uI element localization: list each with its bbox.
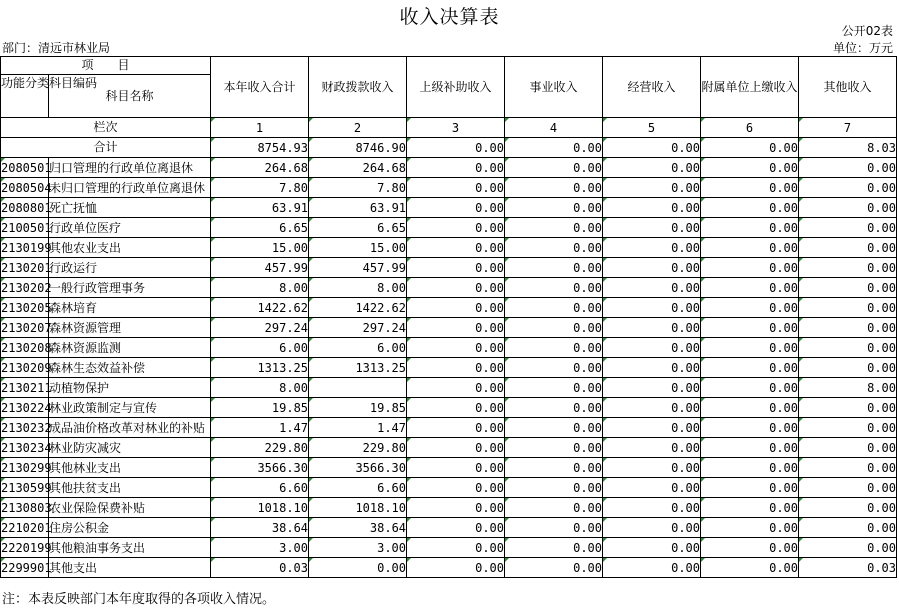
value-cell: 0.00 <box>505 298 603 318</box>
row-index-header: 栏次 <box>1 118 211 138</box>
value-cell: 0.00 <box>407 278 505 298</box>
value-cell: 0.00 <box>505 338 603 358</box>
value-cell: 0.00 <box>701 398 799 418</box>
value-cell: 0.00 <box>799 438 897 458</box>
function-code-cell: 2080801 <box>1 198 49 218</box>
value-cell: 0.00 <box>603 378 701 398</box>
function-code-cell: 2130202 <box>1 278 49 298</box>
table-row <box>1 258 897 278</box>
value-cell: 0.00 <box>799 178 897 198</box>
value-cell: 0.00 <box>701 278 799 298</box>
subject-name-cell: 成品油价格改革对林业的补贴 <box>49 418 211 438</box>
table-body <box>1 138 897 578</box>
value-cell: 0.00 <box>701 558 799 578</box>
col-number: 1 <box>211 118 309 138</box>
value-cell: 0.00 <box>799 538 897 558</box>
value-cell: 0.00 <box>799 398 897 418</box>
table-row <box>1 318 897 338</box>
value-cell: 0.00 <box>799 458 897 478</box>
col-number: 7 <box>799 118 897 138</box>
value-cell: 3.00 <box>309 538 407 558</box>
value-cell: 0.03 <box>211 558 309 578</box>
value-cell: 0.00 <box>505 358 603 378</box>
value-cell: 0.00 <box>505 418 603 438</box>
function-code-cell: 2130234 <box>1 438 49 458</box>
value-cell: 1.47 <box>211 418 309 438</box>
value-cell: 1313.25 <box>211 358 309 378</box>
table-row <box>1 358 897 378</box>
subject-name-cell: 森林培育 <box>49 298 211 318</box>
value-cell: 0.00 <box>603 358 701 378</box>
value-cell: 15.00 <box>211 238 309 258</box>
function-code-cell: 2130211 <box>1 378 49 398</box>
value-cell: 0.00 <box>505 558 603 578</box>
value-cell: 229.80 <box>309 438 407 458</box>
value-cell: 0.00 <box>505 398 603 418</box>
value-cell: 0.00 <box>505 318 603 338</box>
value-cell: 0.00 <box>603 158 701 178</box>
col-header: 财政拨款收入 <box>309 57 407 118</box>
value-cell: 0.00 <box>603 258 701 278</box>
value-cell: 0.00 <box>799 498 897 518</box>
value-cell: 0.00 <box>603 338 701 358</box>
subject-name-cell: 行政单位医疗 <box>49 218 211 238</box>
value-cell: 0.00 <box>701 438 799 458</box>
subject-name-cell: 森林资源监测 <box>49 338 211 358</box>
value-cell: 297.24 <box>309 318 407 338</box>
table-row <box>1 338 897 358</box>
value-cell: 0.00 <box>505 458 603 478</box>
value-cell: 63.91 <box>309 198 407 218</box>
value-cell: 0.00 <box>603 318 701 338</box>
value-cell: 0.00 <box>407 358 505 378</box>
value-cell: 19.85 <box>309 398 407 418</box>
subject-name-cell: 森林资源管理 <box>49 318 211 338</box>
value-cell: 8.00 <box>211 378 309 398</box>
subject-name-cell: 其他粮油事务支出 <box>49 538 211 558</box>
value-cell: 0.00 <box>799 418 897 438</box>
col-header: 本年收入合计 <box>211 57 309 118</box>
value-cell: 0.00 <box>603 178 701 198</box>
total-cell: 0.00 <box>701 138 799 158</box>
col-number: 6 <box>701 118 799 138</box>
value-cell: 6.00 <box>309 338 407 358</box>
func-code-header <box>1 75 98 118</box>
col-number: 5 <box>603 118 701 138</box>
col-header: 其他收入 <box>799 57 897 118</box>
value-cell: 264.68 <box>309 158 407 178</box>
value-cell: 1018.10 <box>309 498 407 518</box>
value-cell: 0.00 <box>505 198 603 218</box>
report-title: 收入决算表 <box>399 6 500 28</box>
value-cell: 0.00 <box>407 418 505 438</box>
total-cell: 0.00 <box>407 138 505 158</box>
value-cell: 0.00 <box>701 158 799 178</box>
value-cell: 0.00 <box>603 538 701 558</box>
table-row <box>1 538 897 558</box>
subject-name-cell: 动植物保护 <box>49 378 211 398</box>
value-cell: 0.00 <box>799 318 897 338</box>
value-cell: 0.00 <box>603 458 701 478</box>
value-cell: 38.64 <box>309 518 407 538</box>
value-cell: 0.00 <box>701 238 799 258</box>
value-cell: 0.00 <box>407 298 505 318</box>
value-cell: 6.00 <box>211 338 309 358</box>
value-cell: 0.00 <box>701 378 799 398</box>
value-cell: 0.00 <box>799 518 897 538</box>
value-cell: 0.00 <box>799 198 897 218</box>
value-cell: 1018.10 <box>211 498 309 518</box>
value-cell <box>309 378 407 398</box>
value-cell: 0.00 <box>407 158 505 178</box>
table-row <box>1 418 897 438</box>
value-cell: 15.00 <box>309 238 407 258</box>
value-cell: 0.00 <box>603 418 701 438</box>
function-code-cell: 2299901 <box>1 558 49 578</box>
value-cell: 0.00 <box>407 438 505 458</box>
footnote: 注：本表反映部门本年度取得的各项收入情况。 <box>2 592 276 607</box>
value-cell: 0.00 <box>505 258 603 278</box>
value-cell: 0.00 <box>505 218 603 238</box>
value-cell: 1422.62 <box>309 298 407 318</box>
value-cell: 6.60 <box>309 478 407 498</box>
value-cell: 0.00 <box>505 538 603 558</box>
function-code-cell: 2130803 <box>1 498 49 518</box>
value-cell: 0.00 <box>701 218 799 238</box>
subject-name-cell: 一般行政管理事务 <box>49 278 211 298</box>
value-cell: 0.00 <box>799 278 897 298</box>
col-number: 2 <box>309 118 407 138</box>
table-row <box>1 518 897 538</box>
value-cell: 0.00 <box>505 378 603 398</box>
value-cell: 19.85 <box>211 398 309 418</box>
value-cell: 0.00 <box>407 218 505 238</box>
unit-label: 单位：万元 <box>832 41 893 55</box>
value-cell: 3566.30 <box>211 458 309 478</box>
col-number: 4 <box>505 118 603 138</box>
value-cell: 6.60 <box>211 478 309 498</box>
value-cell: 0.00 <box>505 518 603 538</box>
value-cell: 0.00 <box>407 478 505 498</box>
value-cell: 0.00 <box>603 478 701 498</box>
value-cell: 0.03 <box>799 558 897 578</box>
value-cell: 1313.25 <box>309 358 407 378</box>
table-row <box>1 558 897 578</box>
value-cell: 0.00 <box>701 458 799 478</box>
function-code-cell: 2130209 <box>1 358 49 378</box>
value-cell: 0.00 <box>701 338 799 358</box>
value-cell: 457.99 <box>211 258 309 278</box>
col-header: 上级补助收入 <box>407 57 505 118</box>
value-cell: 0.00 <box>701 518 799 538</box>
value-cell: 0.00 <box>407 538 505 558</box>
function-code-cell: 2130207 <box>1 318 49 338</box>
value-cell: 0.00 <box>603 218 701 238</box>
value-cell: 457.99 <box>309 258 407 278</box>
value-cell: 0.00 <box>603 498 701 518</box>
value-cell: 0.00 <box>407 398 505 418</box>
value-cell: 0.00 <box>603 558 701 578</box>
value-cell: 0.00 <box>407 338 505 358</box>
total-cell: 0.00 <box>505 138 603 158</box>
value-cell: 0.00 <box>603 198 701 218</box>
value-cell: 0.00 <box>407 458 505 478</box>
value-cell: 0.00 <box>407 558 505 578</box>
subject-name-cell: 其他农业支出 <box>49 238 211 258</box>
value-cell: 0.00 <box>701 318 799 338</box>
table-row <box>1 378 897 398</box>
subject-name-cell: 森林生态效益补偿 <box>49 358 211 378</box>
value-cell: 0.00 <box>701 178 799 198</box>
function-code-cell: 2130205 <box>1 298 49 318</box>
func-code-label: 功能分类科目编码 <box>1 76 98 90</box>
value-cell: 0.00 <box>799 238 897 258</box>
function-code-cell: 2130201 <box>1 258 49 278</box>
function-code-cell: 2210201 <box>1 518 49 538</box>
subject-name-cell: 死亡抚恤 <box>49 198 211 218</box>
value-cell: 0.00 <box>799 298 897 318</box>
function-code-cell: 2220199 <box>1 538 49 558</box>
department-label: 部门：清远市林业局 <box>2 41 111 55</box>
table-row <box>1 238 897 258</box>
value-cell: 3566.30 <box>309 458 407 478</box>
value-cell: 0.00 <box>701 258 799 278</box>
value-cell: 8.00 <box>211 278 309 298</box>
value-cell: 0.00 <box>799 218 897 238</box>
value-cell: 3.00 <box>211 538 309 558</box>
value-cell: 0.00 <box>603 298 701 318</box>
value-cell: 0.00 <box>701 478 799 498</box>
value-cell: 0.00 <box>701 418 799 438</box>
function-code-cell: 2130599 <box>1 478 49 498</box>
value-cell: 0.00 <box>407 238 505 258</box>
table-row <box>1 478 897 498</box>
subject-name-cell: 住房公积金 <box>49 518 211 538</box>
value-cell: 1.47 <box>309 418 407 438</box>
subject-name-cell: 未归口管理的行政单位离退休 <box>49 178 211 198</box>
value-cell: 0.00 <box>701 298 799 318</box>
table-row <box>1 398 897 418</box>
table-row <box>1 158 897 178</box>
value-cell: 0.00 <box>407 518 505 538</box>
value-cell: 0.00 <box>701 498 799 518</box>
value-cell: 0.00 <box>505 498 603 518</box>
value-cell: 63.91 <box>211 198 309 218</box>
value-cell: 297.24 <box>211 318 309 338</box>
value-cell: 0.00 <box>701 358 799 378</box>
subject-name-cell: 其他扶贫支出 <box>49 478 211 498</box>
table-row <box>1 198 897 218</box>
value-cell: 0.00 <box>799 478 897 498</box>
value-cell: 0.00 <box>407 378 505 398</box>
value-cell: 7.80 <box>309 178 407 198</box>
value-cell: 0.00 <box>505 238 603 258</box>
subject-name-cell: 其他支出 <box>49 558 211 578</box>
value-cell: 0.00 <box>505 278 603 298</box>
subject-name-cell: 农业保险保费补贴 <box>49 498 211 518</box>
total-cell: 8.03 <box>799 138 897 158</box>
subject-name-header: 科目名称 <box>49 75 211 118</box>
total-row <box>1 138 897 158</box>
value-cell: 0.00 <box>603 438 701 458</box>
table-row <box>1 278 897 298</box>
value-cell: 0.00 <box>799 158 897 178</box>
table-row <box>1 458 897 478</box>
subject-name-cell: 林业政策制定与宣传 <box>49 398 211 418</box>
function-code-cell: 2130299 <box>1 458 49 478</box>
function-code-cell: 2080501 <box>1 158 49 178</box>
value-cell: 0.00 <box>505 478 603 498</box>
value-cell: 0.00 <box>799 258 897 278</box>
function-code-cell: 2100501 <box>1 218 49 238</box>
value-cell: 0.00 <box>407 318 505 338</box>
value-cell: 0.00 <box>603 238 701 258</box>
function-code-cell: 2130232 <box>1 418 49 438</box>
form-number: 公开02表 <box>841 24 893 38</box>
value-cell: 0.00 <box>505 158 603 178</box>
subject-name-cell: 归口管理的行政单位离退休 <box>49 158 211 178</box>
value-cell: 7.80 <box>211 178 309 198</box>
value-cell: 0.00 <box>505 178 603 198</box>
value-cell: 0.00 <box>603 398 701 418</box>
table-row <box>1 218 897 238</box>
value-cell: 38.64 <box>211 518 309 538</box>
table-row <box>1 298 897 318</box>
subject-name-cell: 行政运行 <box>49 258 211 278</box>
value-cell: 0.00 <box>799 358 897 378</box>
income-table <box>0 56 897 578</box>
value-cell: 0.00 <box>407 498 505 518</box>
value-cell: 0.00 <box>603 278 701 298</box>
value-cell: 0.00 <box>407 178 505 198</box>
subject-name-cell: 其他林业支出 <box>49 458 211 478</box>
value-cell: 0.00 <box>505 438 603 458</box>
total-cell: 8746.90 <box>309 138 407 158</box>
value-cell: 264.68 <box>211 158 309 178</box>
item-header: 项 目 <box>1 57 211 75</box>
value-cell: 229.80 <box>211 438 309 458</box>
subject-name-cell: 林业防灾减灾 <box>49 438 211 458</box>
value-cell: 0.00 <box>407 258 505 278</box>
value-cell: 0.00 <box>407 198 505 218</box>
value-cell: 0.00 <box>701 198 799 218</box>
table-row <box>1 438 897 458</box>
table-row <box>1 498 897 518</box>
col-header: 事业收入 <box>505 57 603 118</box>
function-code-cell: 2130199 <box>1 238 49 258</box>
function-code-cell: 2130208 <box>1 338 49 358</box>
value-cell: 0.00 <box>603 518 701 538</box>
total-cell: 0.00 <box>603 138 701 158</box>
value-cell: 6.65 <box>211 218 309 238</box>
value-cell: 1422.62 <box>211 298 309 318</box>
col-header: 经营收入 <box>603 57 701 118</box>
value-cell: 0.00 <box>309 558 407 578</box>
col-header: 附属单位上缴收入 <box>701 57 799 118</box>
value-cell: 6.65 <box>309 218 407 238</box>
total-cell: 8754.93 <box>211 138 309 158</box>
value-cell: 0.00 <box>799 338 897 358</box>
value-cell: 0.00 <box>701 538 799 558</box>
total-label: 合计 <box>1 138 211 158</box>
col-number: 3 <box>407 118 505 138</box>
value-cell: 8.00 <box>799 378 897 398</box>
table-row <box>1 178 897 198</box>
function-code-cell: 2080504 <box>1 178 49 198</box>
function-code-cell: 2130224 <box>1 398 49 418</box>
value-cell: 8.00 <box>309 278 407 298</box>
